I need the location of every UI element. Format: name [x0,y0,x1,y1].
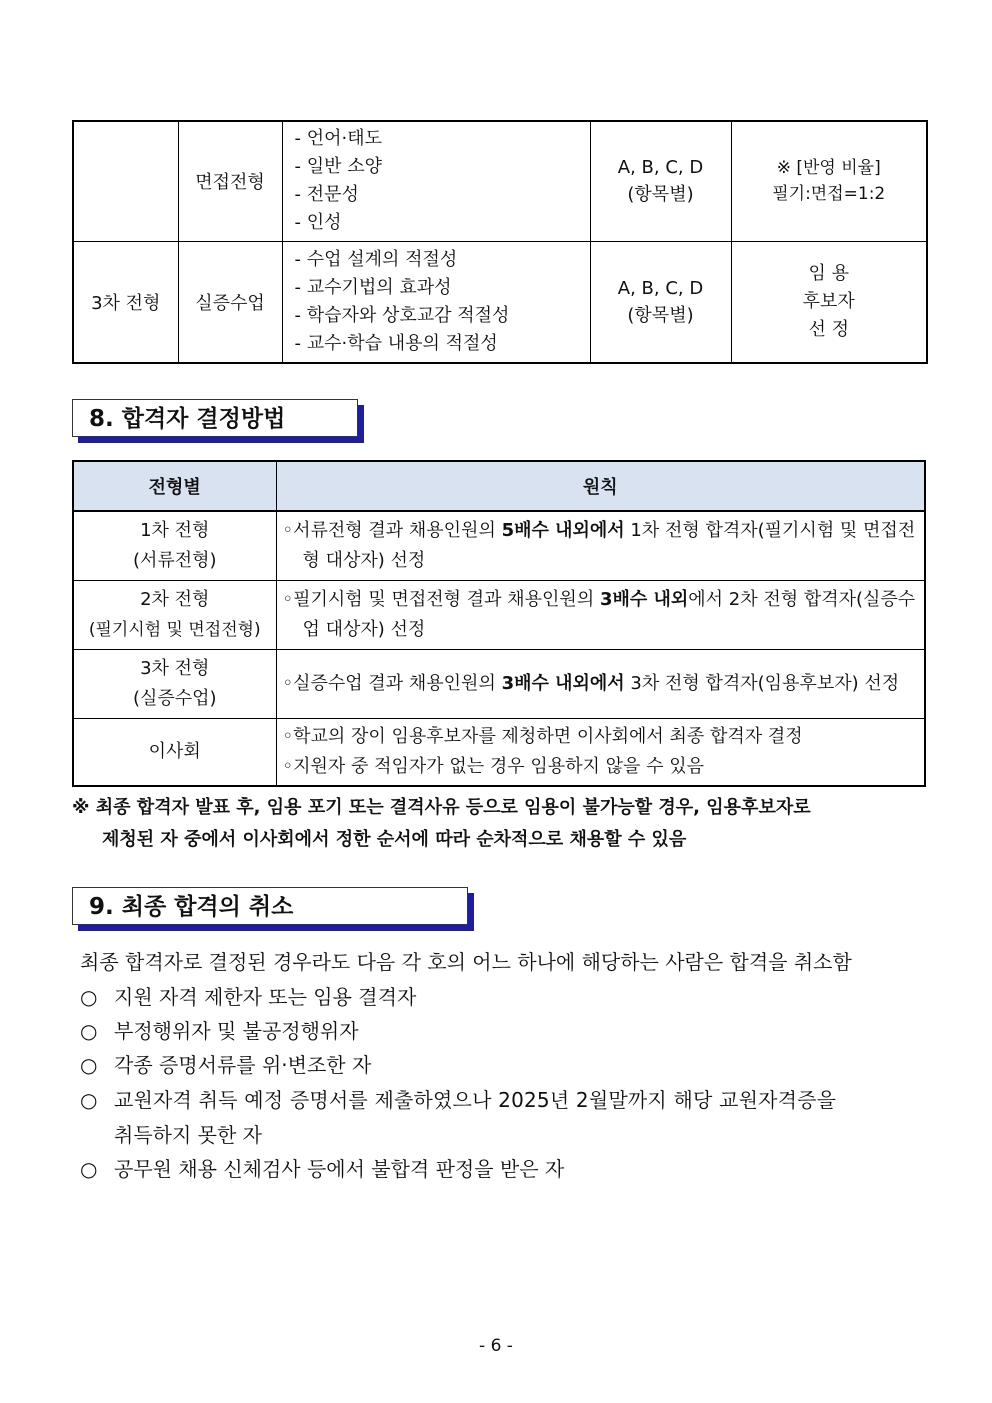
evaluation-table [72,120,928,364]
stage-name: 3차 전형 [140,657,210,679]
section-8-title: 8. 합격자 결정방법 [72,399,358,437]
list-item-text: 공무원 채용 신체검사 등에서 불합격 판정을 받은 자 [114,1157,565,1181]
list-item: - 일반 소양 [294,156,382,178]
stage-name: 이사회 [148,740,201,762]
rule-cell [276,718,925,786]
rule-text: ◦서류전형 결과 채용인원의 5배수 내외에서 1차 전형 합격자(필기시험 및 면접전형 대상자) 선정 [282,519,916,571]
stage-sub: (필기시험 및 면접전형) [88,619,261,640]
grade-unit: (항목별) [627,304,694,326]
table-row [73,580,925,649]
note-line: 필기:면접=1:2 [772,184,886,205]
circle-bullet-icon: ○ [80,985,98,1009]
grade-cell [590,241,731,363]
rule-text: ◦학교의 장이 임용후보자를 제청하면 이사회에서 최종 합격자 결정 [282,725,803,747]
grade-scale: A, B, C, D [617,157,704,179]
warning-note [72,792,932,856]
stage-cell [73,649,276,718]
list-item-text: 각종 증명서류를 위·변조한 자 [114,1053,372,1077]
list-item: - 언어·태도 [294,128,382,150]
list-item [80,1083,920,1117]
list-item-continuation [80,1118,262,1152]
stage-cell [73,121,178,241]
list-item: - 학습자와 상호교감 적절성 [294,304,510,326]
table-row [73,121,927,241]
table-header-row [73,461,925,511]
type-cell: 면접전형 [178,121,282,241]
grade-unit: (항목별) [627,184,694,206]
list-item: - 수업 설계의 적절성 [294,248,458,270]
rule-cell [276,649,925,718]
column-header: 전형별 [73,461,276,511]
rule-text: ◦필기시험 및 면접전형 결과 채용인원의 3배수 내외에서 2차 전형 합격자(실증수업 대상자) 선정 [282,588,916,640]
note-cell [731,241,927,363]
note-line: 선 정 [808,318,849,340]
section-9-title: 9. 최종 합격의 취소 [72,887,468,925]
type-cell: 실증수업 [178,241,282,363]
list-item [80,1152,564,1186]
note-cell [731,121,927,241]
stage-cell [73,580,276,649]
circle-bullet-icon: ○ [80,1088,98,1112]
list-item: - 교수·학습 내용의 적절성 [294,332,498,354]
list-item-text: 지원 자격 제한자 또는 임용 결격자 [114,985,417,1009]
stage-cell: 3차 전형 [73,241,178,363]
table-row [73,241,927,363]
stage-sub: (서류전형) [132,549,217,571]
list-item: - 교수기법의 효과성 [294,276,452,298]
list-item-text: 취득하지 못한 자 [114,1123,262,1147]
circle-bullet-icon: ○ [80,1053,98,1077]
list-item-text: 부정행위자 및 불공정행위자 [114,1019,359,1043]
stage-cell [73,511,276,580]
items-cell [282,241,590,363]
note-line: 임 용 [808,262,849,284]
circle-bullet-icon: ○ [80,1019,98,1043]
list-item [80,980,416,1014]
grade-cell [590,121,731,241]
list-item [80,1048,371,1082]
table-row [73,511,925,580]
rule-cell [276,580,925,649]
table-row [73,649,925,718]
list-item [80,1014,359,1048]
note-line: ※ [반영 비율] [776,158,881,179]
warning-line: ※ 최종 합격자 발표 후, 임용 포기 또는 결격사유 등으로 임용이 불가능할 경우, 임용후보자로 [72,797,811,818]
list-item: - 인성 [294,212,342,234]
note-line: 후보자 [802,290,855,312]
stage-name: 2차 전형 [140,588,210,610]
stage-cell [73,718,276,786]
rule-text: ◦실증수업 결과 채용인원의 3배수 내외에서 3차 전형 합격자(임용후보자) 선정 [282,672,900,694]
stage-name: 1차 전형 [140,519,210,541]
criteria-table [72,460,926,787]
rule-text: ◦지원자 중 적임자가 없는 경우 임용하지 않을 수 있음 [282,755,705,777]
grade-scale: A, B, C, D [617,277,704,299]
list-item-text: 교원자격 취득 예정 증명서를 제출하였으나 2025년 2월말까지 해당 교원자격증을 [114,1088,837,1112]
items-cell [282,121,590,241]
warning-line: 제청된 자 중에서 이사회에서 정한 순서에 따라 순차적으로 채용할 수 있음 [102,829,687,850]
circle-bullet-icon: ○ [80,1157,98,1181]
stage-sub: (실증수업) [132,687,217,709]
column-header: 원칙 [276,461,925,511]
page-number: - 6 - [479,1336,513,1356]
rule-cell [276,511,925,580]
table-row [73,718,925,786]
section-9-intro: 최종 합격자로 결정된 경우라도 다음 각 호의 어느 하나에 해당하는 사람은 합격을 취소함 [80,950,852,974]
list-item: - 전문성 [294,184,359,206]
